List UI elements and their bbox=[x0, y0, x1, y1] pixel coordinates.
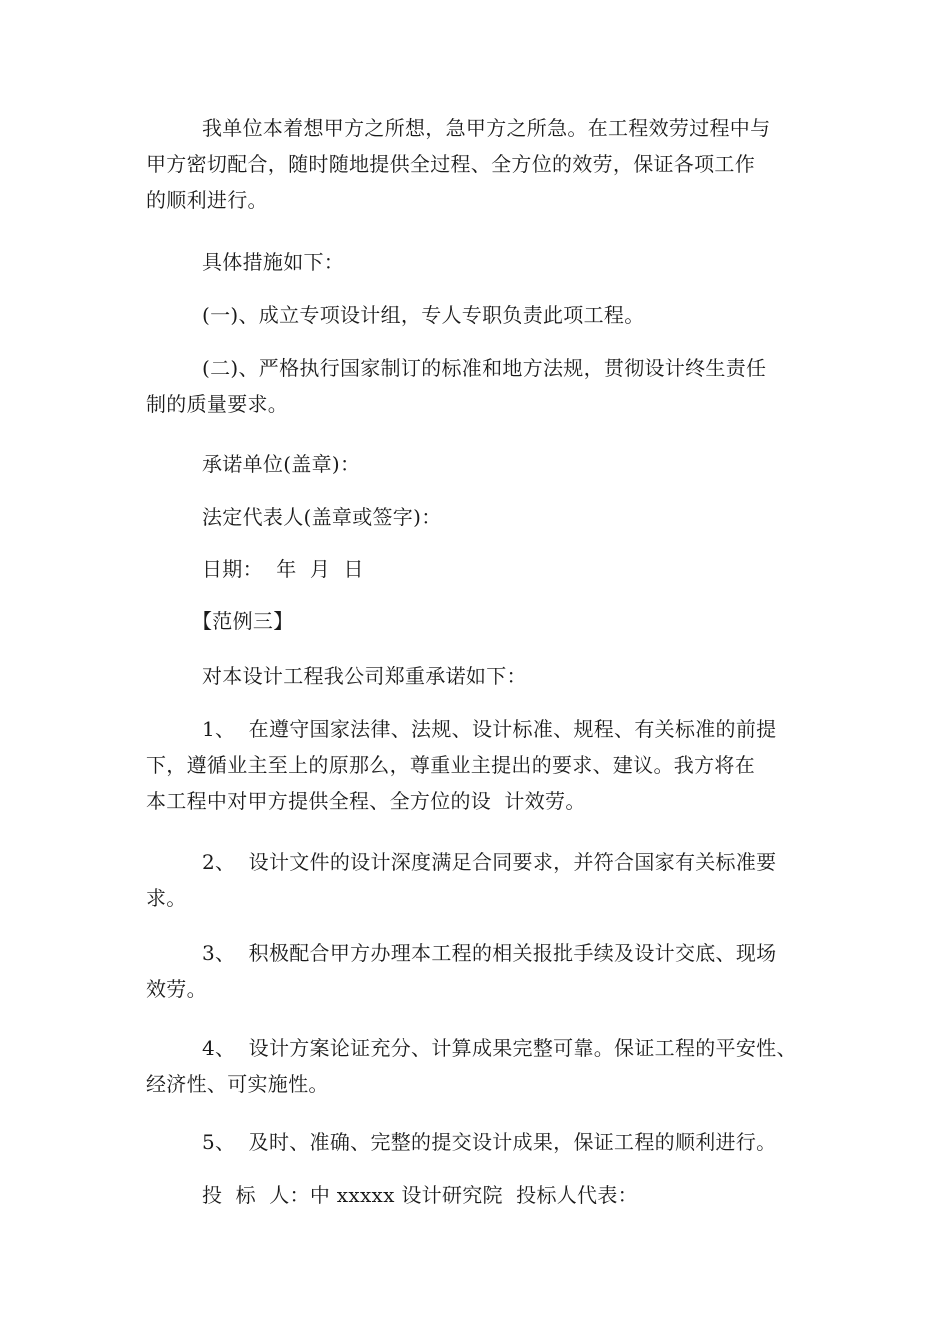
text-line: 下，遵循业主至上的原那么，尊重业主提出的要求、建议。我方将在 bbox=[146, 753, 755, 777]
paragraph-bidder bbox=[146, 1177, 826, 1213]
paragraph-promisor-unit bbox=[146, 446, 826, 482]
paragraph-item-5 bbox=[146, 1124, 826, 1160]
paragraph-example-three-title bbox=[146, 603, 826, 639]
paragraph-intro bbox=[146, 110, 826, 218]
text-line: 甲方密切配合，随时随地提供全过程、全方位的效劳，保证各项工作 bbox=[146, 152, 755, 176]
text-line: 法定代表人(盖章或签字)： bbox=[202, 505, 442, 529]
text-line: 对本设计工程我公司郑重承诺如下： bbox=[202, 664, 527, 688]
paragraph-item-4 bbox=[146, 1030, 826, 1102]
paragraph-item-1 bbox=[146, 711, 826, 819]
text-line: 投 标 人：中 xxxxx 设计研究院 投标人代表： bbox=[202, 1183, 638, 1207]
text-line: (一)、成立专项设计组，专人专职负责此项工程。 bbox=[202, 303, 645, 327]
text-line: (二)、严格执行国家制订的标准和地方法规，贯彻设计终生责任 bbox=[202, 356, 767, 380]
paragraph-item-2 bbox=[146, 844, 826, 916]
text-line: 我单位本着想甲方之所想，急甲方之所急。在工程效劳过程中与 bbox=[202, 116, 771, 140]
text-line: 4、 设计方案论证充分、计算成果完整可靠。保证工程的平安性、 bbox=[202, 1036, 797, 1060]
text-line: 5、 及时、准确、完整的提交设计成果，保证工程的顺利进行。 bbox=[202, 1130, 777, 1154]
paragraph-measure-2 bbox=[146, 350, 826, 422]
paragraph-legal-rep bbox=[146, 499, 826, 535]
text-line: 效劳。 bbox=[146, 977, 207, 1001]
paragraph-measures-heading bbox=[146, 244, 826, 280]
text-line: 1、 在遵守国家法律、法规、设计标准、规程、有关标准的前提 bbox=[202, 717, 777, 741]
text-line: 具体措施如下： bbox=[202, 250, 345, 274]
text-line: 2、 设计文件的设计深度满足合同要求，并符合国家有关标准要 bbox=[202, 850, 777, 874]
paragraph-date bbox=[146, 551, 826, 587]
text-line: 经济性、可实施性。 bbox=[146, 1072, 329, 1096]
text-line: 3、 积极配合甲方办理本工程的相关报批手续及设计交底、现场 bbox=[202, 941, 777, 965]
paragraph-measure-1 bbox=[146, 297, 826, 333]
paragraph-item-3 bbox=[146, 935, 826, 1007]
text-line: 本工程中对甲方提供全程、全方位的设 计效劳。 bbox=[146, 789, 586, 813]
text-line: 的顺利进行。 bbox=[146, 188, 268, 212]
text-line: 制的质量要求。 bbox=[146, 392, 289, 416]
text-line: 承诺单位(盖章)： bbox=[202, 452, 361, 476]
paragraph-commitment-intro bbox=[146, 658, 826, 694]
text-line: 求。 bbox=[146, 886, 187, 910]
text-line: 日期： 年 月 日 bbox=[202, 557, 364, 581]
section-title: 【范例三】 bbox=[192, 609, 294, 633]
